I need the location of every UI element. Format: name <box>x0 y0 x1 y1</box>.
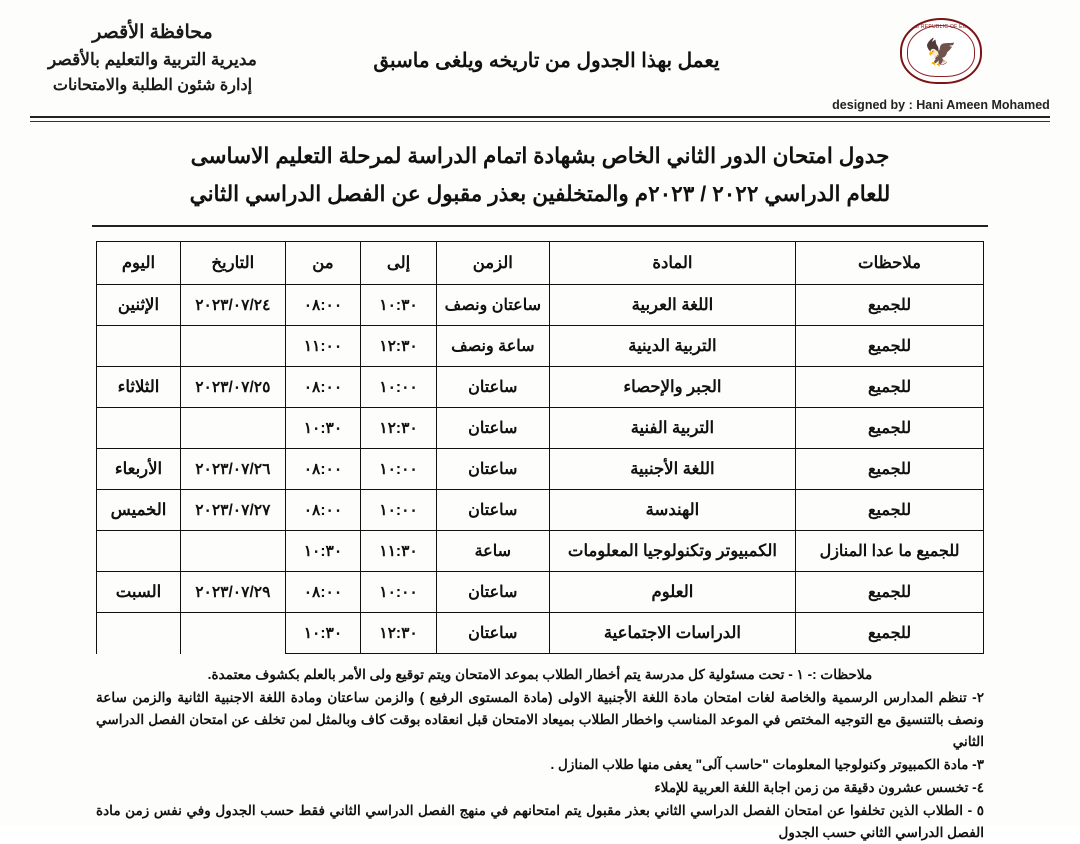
cell-day: الأربعاء <box>97 449 181 490</box>
cell-duration: ساعتان ونصف <box>436 285 549 326</box>
table-row <box>97 285 984 326</box>
footnote-item: ٣- مادة الكمبيوتر وكنولوجيا المعلومات "حاسب آلى" يعفى منها طلاب المنازل . <box>550 757 984 773</box>
cell-duration: ساعتان <box>436 367 549 408</box>
validity-note-text: يعمل بهذا الجدول من تاريخه ويلغى ماسبق <box>373 50 720 72</box>
cell-to: ١٢:٣٠ <box>361 326 437 367</box>
cell-notes: للجميع ما عدا المنازل <box>796 531 984 572</box>
eagle-icon: 🦅 <box>924 37 958 68</box>
cell-date: ٢٠٢٣/٠٧/٢٥ <box>180 367 285 408</box>
cell-to: ١٠:٠٠ <box>361 449 437 490</box>
footnote-item: ٤- تخسس عشرون دقيقة من زمن اجابة اللغة العربية للإملاء <box>654 780 984 796</box>
column-header-duration: الزمن <box>436 242 549 285</box>
cell-subject: الجبر والإحصاء <box>549 367 795 408</box>
validity-note <box>257 18 836 73</box>
cell-day: الإثنين <box>97 285 181 326</box>
column-header-date: التاريخ <box>180 242 285 285</box>
table-row <box>97 490 984 531</box>
governorate-name: محافظة الأقصر <box>92 22 213 43</box>
government-authority-block <box>30 18 257 99</box>
crest-caption: ARAB REPUBLIC OF EGYPT <box>904 24 978 30</box>
cell-duration: ساعة <box>436 531 549 572</box>
cell-from: ٠٨:٠٠ <box>285 572 361 613</box>
footnote-item: ملاحظات :- ١ - تحت مسئولية كل مدرسة يتم أخطار الطلاب بموعد الامتحان ويتم توقيع ولى الأمر بالعلم بكشوف معتمدة. <box>207 667 873 683</box>
cell-duration: ساعتان <box>436 572 549 613</box>
department-name: إدارة شئون الطلبة والامتحانات <box>52 76 253 94</box>
document-header <box>0 0 1080 112</box>
cell-to: ١٢:٣٠ <box>361 408 437 449</box>
cell-from: ٠٨:٠٠ <box>285 449 361 490</box>
cell-notes: للجميع <box>796 408 984 449</box>
cell-date <box>180 408 285 449</box>
directorate-name: مديرية التربية والتعليم بالأقصر <box>48 50 257 70</box>
cell-subject: التربية الفنية <box>549 408 795 449</box>
cell-from: ١٠:٣٠ <box>285 408 361 449</box>
cell-date: ٢٠٢٣/٠٧/٢٧ <box>180 490 285 531</box>
cell-date <box>180 613 285 654</box>
table-row <box>97 326 984 367</box>
cell-notes: للجميع <box>796 367 984 408</box>
table-header <box>97 242 984 285</box>
cell-day <box>97 408 181 449</box>
cell-to: ١٠:٠٠ <box>361 490 437 531</box>
cell-day <box>97 531 181 572</box>
cell-day: الثلاثاء <box>97 367 181 408</box>
cell-date: ٢٠٢٣/٠٧/٢٦ <box>180 449 285 490</box>
column-header-day: اليوم <box>97 242 181 285</box>
egypt-eagle-crest-icon <box>900 18 982 84</box>
document-title <box>0 122 1080 217</box>
table-row <box>97 613 984 654</box>
cell-duration: ساعتان <box>436 449 549 490</box>
cell-from: ١٠:٣٠ <box>285 531 361 572</box>
exam-schedule-table-wrapper <box>0 227 1080 654</box>
cell-to: ١٠:٣٠ <box>361 285 437 326</box>
footnote-item: ٢- تنظم المدارس الرسمية والخاصة لغات امتحان مادة اللغة الأجنبية الاولى (مادة المستوى الرفيع ) والزمن ساعتان ومادة اللغة الاجنبية الثانية والزمن ساعة ونصف بالتنسيق مع التوجيه المختص في الموعد المناسب واخطار الطلاب بميعاد الامتحان قبل انعقاده بوقت كاف وبالمثل لمن تخلف عن امتحان الفصل الدراسي الثاني <box>96 690 984 750</box>
cell-to: ١٠:٠٠ <box>361 367 437 408</box>
cell-date: ٢٠٢٣/٠٧/٢٩ <box>180 572 285 613</box>
footnote-item: ٥ - الطلاب الذين تخلفوا عن امتحان الفصل الدراسي الثاني بعذر مقبول يتم امتحانهم في منهج الفصل الدراسي الثاني فقط حسب الجدول وفي نفس زمن مادة الفصل الدراسي الثاني حسب الجدول <box>96 803 984 841</box>
cell-date: ٢٠٢٣/٠٧/٢٤ <box>180 285 285 326</box>
table-row <box>97 449 984 490</box>
table-row <box>97 367 984 408</box>
cell-subject: اللغة الأجنبية <box>549 449 795 490</box>
cell-from: ٠٨:٠٠ <box>285 367 361 408</box>
cell-from: ٠٨:٠٠ <box>285 490 361 531</box>
table-body <box>97 285 984 654</box>
cell-from: ١١:٠٠ <box>285 326 361 367</box>
table-row <box>97 408 984 449</box>
cell-duration: ساعة ونصف <box>436 326 549 367</box>
cell-notes: للجميع <box>796 449 984 490</box>
title-line-1: جدول امتحان الدور الثاني الخاص بشهادة اتمام الدراسة لمرحلة التعليم الاساسى <box>190 144 890 168</box>
column-header-subject: المادة <box>549 242 795 285</box>
cell-to: ١٢:٣٠ <box>361 613 437 654</box>
cell-duration: ساعتان <box>436 408 549 449</box>
cell-from: ٠٨:٠٠ <box>285 285 361 326</box>
cell-to: ١١:٣٠ <box>361 531 437 572</box>
designer-credit: designed by : Hani Ameen Mohamed <box>832 98 1050 112</box>
exam-schedule-table <box>96 241 984 654</box>
cell-notes: للجميع <box>796 326 984 367</box>
title-line-2: للعام الدراسي ٢٠٢٢ / ٢٠٢٣م والمتخلفين بعذر مقبول عن الفصل الدراسي الثاني <box>189 181 891 206</box>
table-header-row <box>97 242 984 285</box>
cell-duration: ساعتان <box>436 490 549 531</box>
column-header-to: إلى <box>361 242 437 285</box>
cell-day <box>97 613 181 654</box>
cell-to: ١٠:٠٠ <box>361 572 437 613</box>
cell-day <box>97 326 181 367</box>
cell-subject: العلوم <box>549 572 795 613</box>
cell-notes: للجميع <box>796 490 984 531</box>
cell-date <box>180 531 285 572</box>
cell-duration: ساعتان <box>436 613 549 654</box>
table-row <box>97 572 984 613</box>
cell-subject: الكمبيوتر وتكنولوجيا المعلومات <box>549 531 795 572</box>
cell-day: الخميس <box>97 490 181 531</box>
cell-subject: الدراسات الاجتماعية <box>549 613 795 654</box>
logo-block <box>832 18 1050 112</box>
cell-notes: للجميع <box>796 613 984 654</box>
header-divider <box>30 116 1050 118</box>
cell-day: السبت <box>97 572 181 613</box>
cell-notes: للجميع <box>796 285 984 326</box>
cell-subject: اللغة العربية <box>549 285 795 326</box>
table-row <box>97 531 984 572</box>
cell-date <box>180 326 285 367</box>
column-header-from: من <box>285 242 361 285</box>
cell-from: ١٠:٣٠ <box>285 613 361 654</box>
column-header-notes: ملاحظات <box>796 242 984 285</box>
cell-subject: التربية الدينية <box>549 326 795 367</box>
cell-notes: للجميع <box>796 572 984 613</box>
cell-subject: الهندسة <box>549 490 795 531</box>
footnotes-section <box>0 654 1080 844</box>
